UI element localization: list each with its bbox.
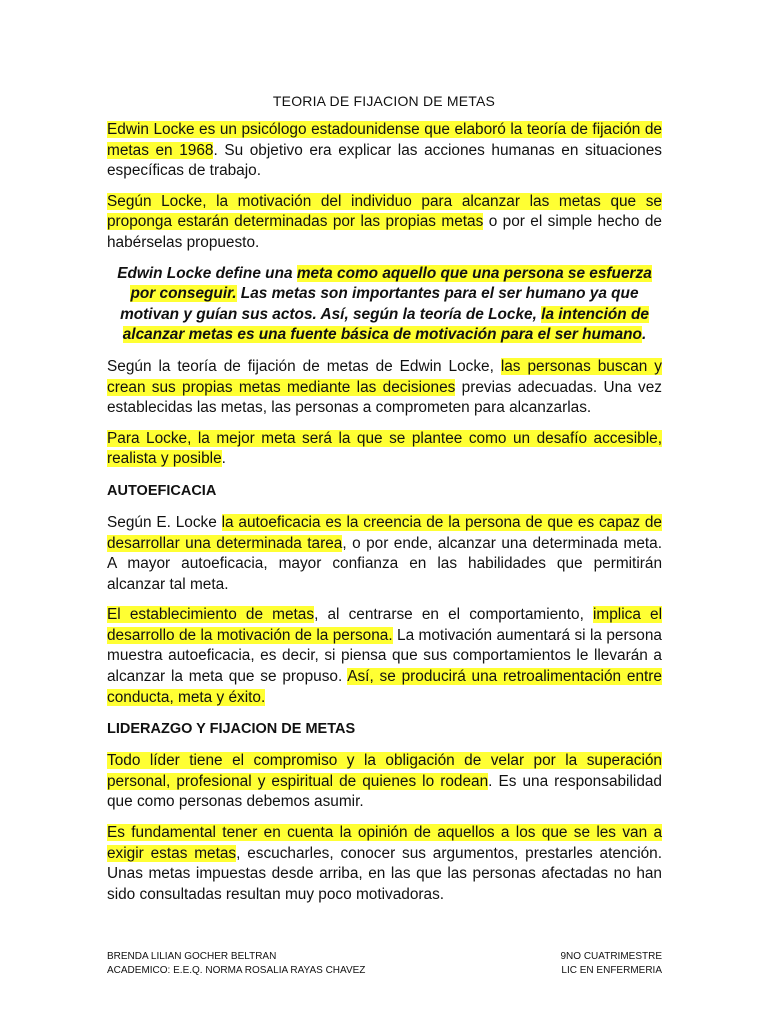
highlighted-text: la intención de alcanzar metas es una fuente básica de motivación para el ser humano bbox=[122, 305, 649, 344]
paragraph-leader bbox=[107, 751, 662, 813]
document-body bbox=[107, 120, 662, 915]
paragraph-text: , o por ende, alcanzar una determinada meta. A mayor autoeficacia, mayor confianza en las habilidades que permitirán alcanzar tal meta. bbox=[107, 534, 662, 593]
highlighted-text: las personas buscan y crean sus propias metas mediante las decisiones bbox=[107, 357, 663, 396]
paragraph-goal-setting bbox=[107, 605, 662, 708]
footer-semester: 9NO CUATRIMESTRE bbox=[560, 951, 662, 962]
quote-text: Las metas son importantes para el ser humano ya que motivan y guían sus actos. Así, según la teoría de Locke, bbox=[120, 285, 639, 323]
paragraph-text: Según E. Locke bbox=[107, 513, 222, 531]
paragraph-motivation bbox=[107, 192, 662, 254]
footer-academic: ACADEMICO: E.E.Q. NORMA ROSALIA RAYAS CHAVEZ bbox=[107, 965, 366, 976]
paragraph-text: , al centrarse en el comportamiento, bbox=[314, 606, 593, 624]
footer-course bbox=[561, 950, 663, 978]
highlighted-text: la autoeficacia es la creencia de la persona de que es capaz de desarrollar una determinada tarea bbox=[107, 513, 662, 552]
highlighted-text: implica el desarrollo de la motivación de la persona. bbox=[107, 606, 663, 644]
highlighted-text: Todo líder tiene el compromiso y la obligación de velar por la superación personal, profesional y espiritual de quienes lo rodean bbox=[107, 752, 662, 790]
paragraph-text: previas adecuadas. Una vez establecidas las metas, las personas a comprometen para alcanzarlas. bbox=[107, 378, 662, 417]
paragraph-theory bbox=[107, 357, 662, 419]
highlighted-text: Edwin Locke es un psicólogo estadounidense que elaboró la teoría de fijación de metas en 1968 bbox=[107, 121, 662, 159]
highlighted-text: Así, se producirá una retroalimentación entre conducta, meta y éxito. bbox=[107, 668, 662, 706]
quote-paragraph bbox=[107, 264, 662, 346]
paragraph-text: , escucharles, conocer sus argumentos, prestarles atención. Unas metas impuestas desde arriba, en las que las personas afectadas no han sido consultadas resultan muy poco motivadoras. bbox=[107, 844, 663, 903]
section-heading-liderazgo: LIDERAZGO Y FIJACION DE METAS bbox=[107, 721, 356, 738]
footer-author bbox=[107, 950, 365, 978]
quote-text: . bbox=[641, 326, 647, 344]
paragraph-text: o por el simple hecho de habérselas propuesto. bbox=[107, 213, 662, 251]
document-title: TEORIA DE FIJACION DE METAS bbox=[272, 93, 496, 109]
paragraph-text: Según la teoría de fijación de metas de Edwin Locke, bbox=[107, 357, 501, 375]
paragraph-autoeficacia bbox=[107, 513, 662, 595]
highlighted-text: El establecimiento de metas bbox=[107, 606, 315, 624]
footer-program: LIC EN ENFERMERIA bbox=[561, 965, 662, 976]
paragraph-text: . Su objetivo era explicar las acciones humanas en situaciones específicas de trabajo. bbox=[107, 141, 662, 180]
paragraph-text: La motivación aumentará si la persona muestra autoeficacia, es decir, si piensa que sus comportamientos le llevarán a alcanzar la meta que se propuso. bbox=[107, 626, 662, 686]
paragraph-best-goal bbox=[107, 429, 662, 470]
paragraph-text: . bbox=[221, 450, 226, 468]
highlighted-text: Para Locke, la mejor meta será la que se plantee como un desafío accesible, realista y posible bbox=[107, 429, 662, 468]
highlighted-text: Es fundamental tener en cuenta la opinión de aquellos a los que se les van a exigir estas metas bbox=[107, 824, 662, 862]
section-heading-autoeficacia: AUTOEFICACIA bbox=[107, 482, 217, 499]
paragraph-locke-intro bbox=[107, 120, 662, 182]
footer-author-name: BRENDA LILIAN GOCHER BELTRAN bbox=[107, 951, 277, 962]
paragraph-text: . Es una responsabilidad que como personas debemos asumir. bbox=[107, 772, 662, 811]
highlighted-text: Según Locke, la motivación del individuo para alcanzar las metas que se proponga estarán determinadas por las propias metas bbox=[107, 192, 662, 231]
highlighted-text: meta como aquello que una persona se esfuerza por conseguir. bbox=[130, 264, 652, 303]
paragraph-opinion bbox=[107, 823, 662, 905]
quote-text: Edwin Locke define una bbox=[117, 264, 297, 282]
